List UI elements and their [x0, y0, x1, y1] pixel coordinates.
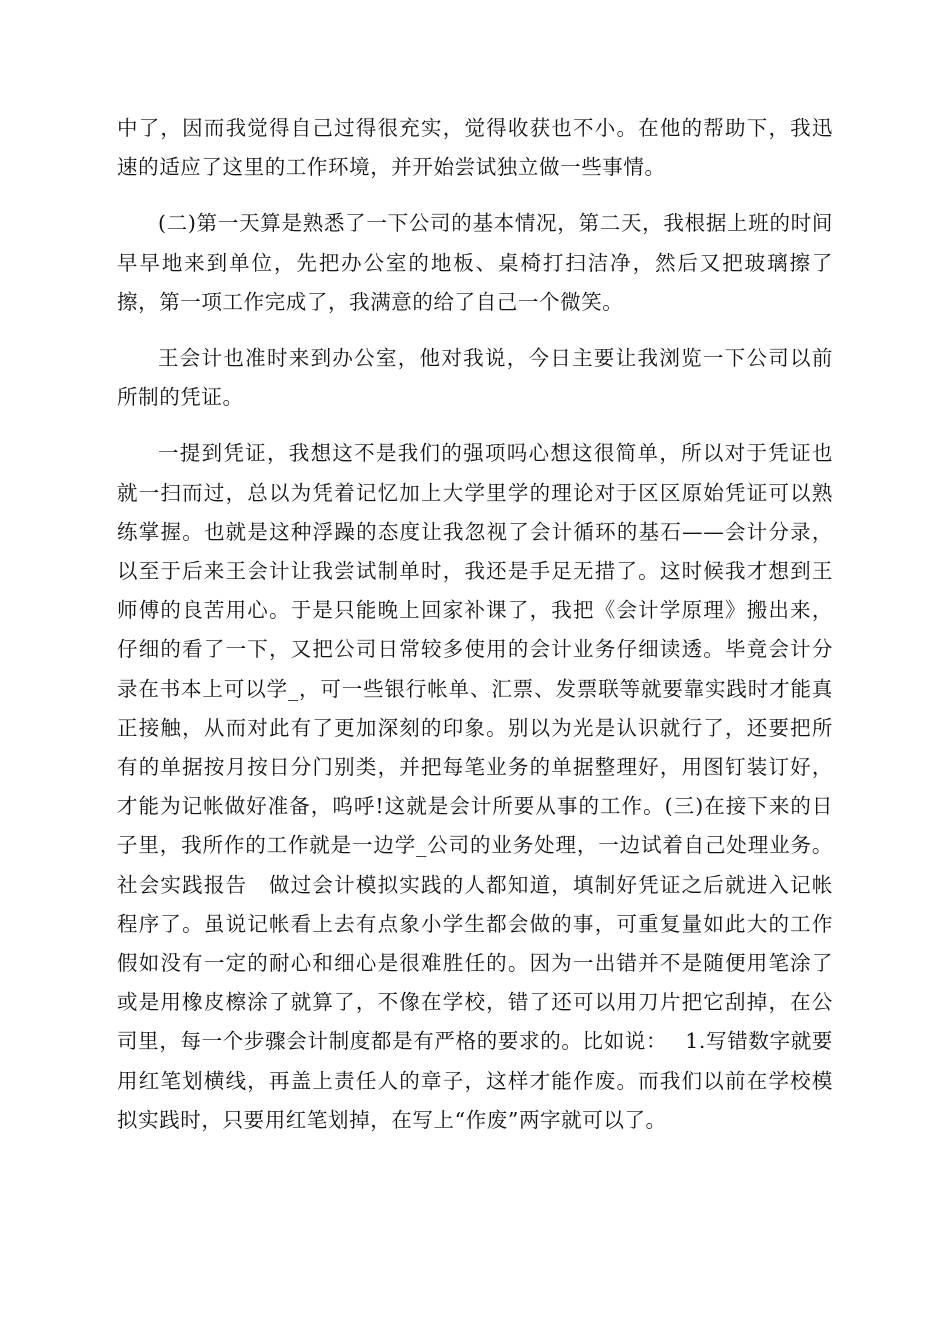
document-body [117, 109, 833, 1157]
paragraph-second-day: (二)第一天算是熟悉了一下公司的基本情况，第二天，我根据上班的时间早早地来到单位，先把办公室的地板、桌椅打扫洁净，然后又把玻璃擦了擦，第一项工作完成了，我满意的给了自己一个微笑。 [117, 211, 833, 314]
paragraph-continuation: 中了，因而我觉得自己过得很充实，觉得收获也不小。在他的帮助下，我迅速的适应了这里的工作环境，并开始尝试独立做一些事情。 [117, 116, 833, 180]
paragraph-accountant-wang: 王会计也准时来到办公室，他对我说，今日主要让我浏览一下公司以前所制的凭证。 [117, 346, 833, 410]
paragraph-vouchers: 一提到凭证，我想这不是我们的强项吗心想这很简单，所以对于凭证也就一扫而过，总以为凭着记忆加上大学里学的理论对于区区原始凭证可以熟练掌握。也就是这种浮躁的态度让我忽视了会计循环的基石——会计分录，以至于后来王会计让我尝试制单时，我还是手足无措了。这时候我才想到王师傅的良苦用心。于是只能晚上回家补课了，我把《会计学原理》搬出来，仔细的看了一下，又把公司日常较多使用的会计业务仔细读透。毕竟会计分录在书本上可以学_，可一些银行帐单、汇票、发票联等就要靠实践时才能真正接触，从而对此有了更加深刻的印象。别以为光是认识就行了，还要把所有的单据按月按日分门别类，并把每笔业务的单据整理好，用图钉装订好，才能为记帐做好准备，呜呼!这就是会计所要从事的工作。(三)在接下来的日子里，我所作的工作就是一边学_公司的业务处理，一边试着自己处理业务。社会实践报告 做过会计模拟实践的人都知道，填制好凭证之后就进入记帐程序了。虽说记帐看上去有点象小学生都会做的事，可重复量如此大的工作假如没有一定的耐心和细心是很难胜任的。因为一出错并不是随便用笔涂了或是用橡皮檫涂了就算了，不像在学校，错了还可以用刀片把它刮掉，在公司里，每一个步骤会计制度都是有严格的要求的。比如说： 1.写错数字就要用红笔划横线，再盖上责任人的章子，这样才能作废。而我们以前在学校模拟实践时，只要用红笔划掉，在写上“作废”两字就可以了。 [117, 441, 833, 1132]
